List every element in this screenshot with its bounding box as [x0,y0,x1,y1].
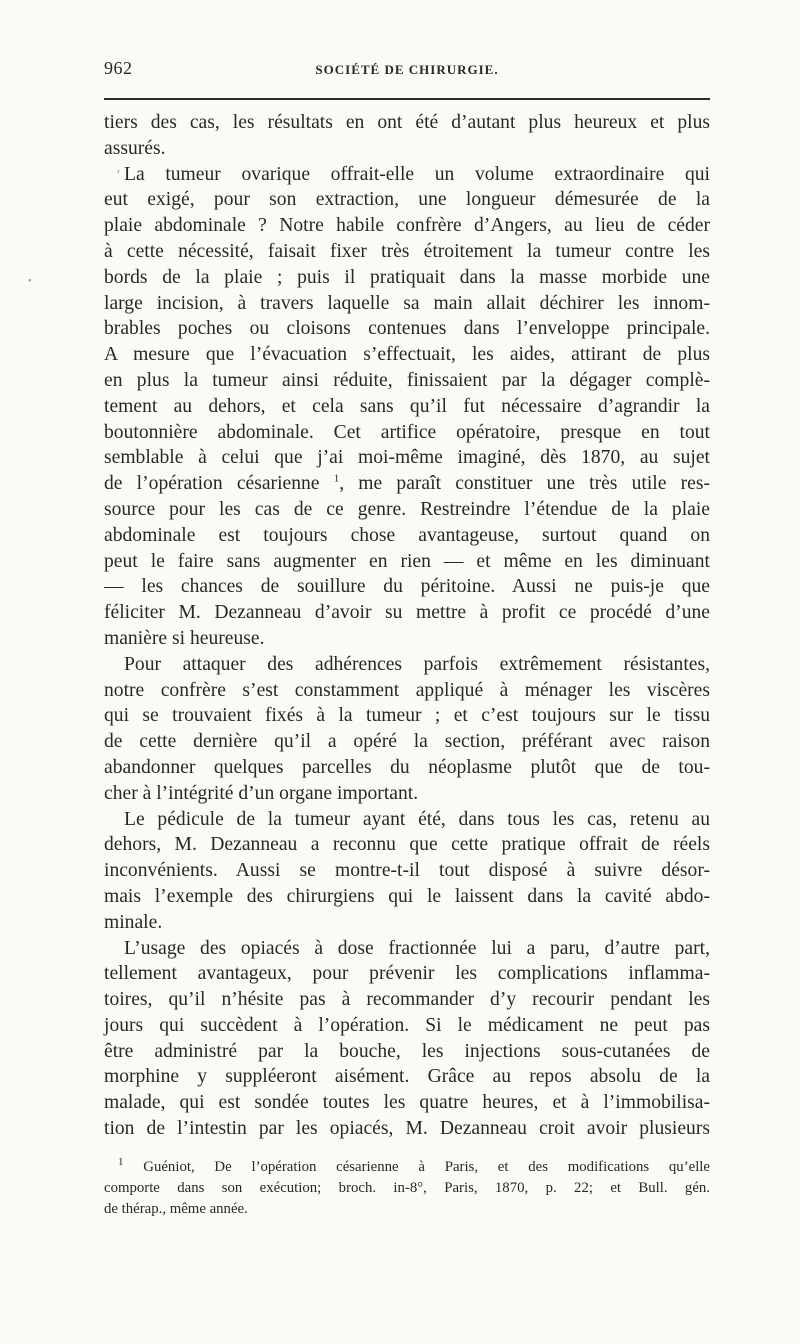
text-line: qui se trouvaient fixés à la tumeur ; et c’est toujours sur le tissu [104,705,710,727]
text-line: tement au dehors, et cela sans qu’il fut nécessaire d’agrandir la [104,395,710,417]
text-line: peut le faire sans augmenter en rien — et même en les diminuant [104,550,710,572]
text-line: être administré par la bouche, les injections sous-cutanées de [104,1040,710,1062]
footnote [104,1157,710,1220]
text-line: bords de la plaie ; puis il pratiquait dans la masse morbide une [104,266,710,288]
text-line: minale. [104,911,163,933]
text-line: assurés. [104,137,166,159]
running-head: SOCIÉTÉ DE CHIRURGIE. [315,62,499,77]
text-line: en plus la tumeur ainsi réduite, finissaient par la dégager complè- [104,369,710,391]
text-line: eut exigé, pour son extraction, une longueur démesurée de la [104,189,710,211]
text-segment: de l’opération césarienne [104,473,320,495]
text-line: abandonner quelques parcelles du néoplasme plutôt que de tou- [104,756,710,778]
text-line: de cette dernière qu’il a opéré la section, préférant avec raison [104,731,710,753]
text-segment: me paraît constituer une très utile res- [358,473,710,495]
text-line: féliciter M. Dezanneau d’avoir su mettre à profit ce procédé d’une [104,602,710,624]
text-line: morphine y suppléeront aisément. Grâce au repos absolu de la [104,1066,710,1088]
page-number: 962 [104,58,133,78]
text-line: large incision, à travers laquelle sa main allait déchirer les innom- [104,292,710,314]
text-line: La tumeur ovarique offrait-elle un volume extraordinaire qui [124,163,710,185]
text-line: Pour attaquer des adhérences parfois extrêmement résistantes, [124,653,710,675]
text-line: toires, qu’il n’hésite pas à recommander d’y recourir pendant les [104,989,710,1011]
text-line: boutonnière abdominale. Cet artifice opératoire, presque en tout [104,421,710,443]
text-line: plaie abdominale ? Notre habile confrère d’Angers, au lieu de céder [104,215,710,237]
footnote-marker: 1 [118,1156,124,1169]
footnote-text: Guéniot, De l’opération césarienne à Paris, et des modifications qu’elle [143,1159,710,1175]
text-line: cher à l’intégrité d’un organe important. [104,782,419,804]
text-line: — les chances de souillure du péritoine. Aussi ne puis-je que [104,576,710,598]
footnote-line: de thérap., même année. [104,1201,248,1217]
text-line: malade, qui est sondée toutes les quatre heures, et à l’immobilisa- [104,1092,710,1114]
text-line: dehors, M. Dezanneau a reconnu que cette pratique offrait de réels [104,834,710,856]
footnote-reference: 1 [333,472,340,485]
text-line: A mesure que l’évacuation s’effectuait, les aides, attirant de plus [104,344,710,366]
text-line: jours qui succèdent à l’opération. Si le médicament ne peut pas [104,1014,710,1036]
text-line: tellement avantageux, pour prévenir les complications inflamma- [104,963,710,985]
text-line-with-footnote: de l’opération césarienne $^1$, me paraît constituer une très utile res- [104,472,710,495]
footnote-line [104,1157,710,1178]
text-line: tion de l’intestin par les opiacés, M. Dezanneau croit avoir plusieurs [104,1118,710,1140]
text-line: source pour les cas de ce genre. Restreindre l’étendue de la plaie [104,498,710,520]
text-line: manière si heureuse. [104,627,265,649]
text-line: notre confrère s’est constamment appliqué à ménager les viscères [104,679,710,701]
text-line: Le pédicule de la tumeur ayant été, dans tous les cas, retenu au [124,808,710,830]
text-line: brables poches ou cloisons contenues dans l’enveloppe principale. [104,318,710,340]
header-rule [104,98,710,100]
stray-dot: • [28,276,32,287]
text-line: semblable à celui que j’ai moi-même imaginé, dès 1870, au sujet [104,447,710,469]
text-line: à cette nécessité, faisait fixer très étroitement la tumeur contre les [104,240,710,262]
footnote-line: comporte dans son exécution; broch. in-8°, Paris, 1870, p. 22; et Bull. gén. [104,1180,710,1196]
text-line: inconvénients. Aussi se montre-t-il tout disposé à suivre désor- [104,860,710,882]
margin-mark: ’ [116,168,121,183]
text-line: mais l’exemple des chirurgiens qui le laissent dans la cavité abdo- [104,885,710,907]
text-line: abdominale est toujours chose avantageuse, surtout quand on [104,524,710,546]
page-header [104,58,710,88]
text-line: L’usage des opiacés à dose fractionnée lui a paru, d’autre part, [124,937,710,959]
text-line: tiers des cas, les résultats en ont été d’autant plus heureux et plus [104,112,710,133]
body-text [104,110,710,1142]
